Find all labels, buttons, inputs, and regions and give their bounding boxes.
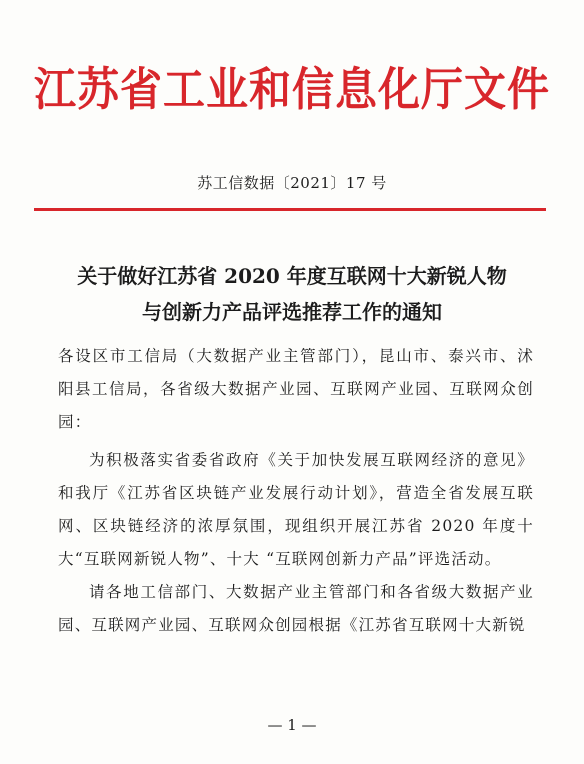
notice-title-line-2: 与创新力产品评选推荐工作的通知: [142, 300, 442, 324]
notice-title-line-1: 关于做好江苏省 2020 年度互联网十大新锐人物: [77, 264, 507, 288]
red-divider-line: [34, 208, 546, 211]
body-paragraph-2: 请各地工信部门、大数据产业主管部门和各省级大数据产业园、互联网产业园、互联网众创园根据《江苏省互联网十大新锐: [58, 583, 534, 634]
recipients-paragraph: 各设区市工信局（大数据产业主管部门），昆山市、泰兴市、沭阳县工信局，各省级大数据产业园、互联网产业园、互联网众创园：: [58, 347, 534, 431]
body-paragraph-1: 为积极落实省委省政府《关于加快发展互联网经济的意见》和我厅《江苏省区块链产业发展行动计划》，营造全省发展互联网、区块链经济的浓厚氛围，现组织开展江苏省 2020 年度十大“互联网新锐人物”、十大 “互联网创新力产品”评选活动。: [58, 451, 534, 568]
masthead-title: 江苏省工业和信息化厅文件: [33, 63, 550, 116]
page-number: — 1 —: [267, 716, 317, 734]
notice-title: [40, 258, 544, 330]
document-number: 苏工信数据〔2021〕17 号: [197, 174, 387, 192]
